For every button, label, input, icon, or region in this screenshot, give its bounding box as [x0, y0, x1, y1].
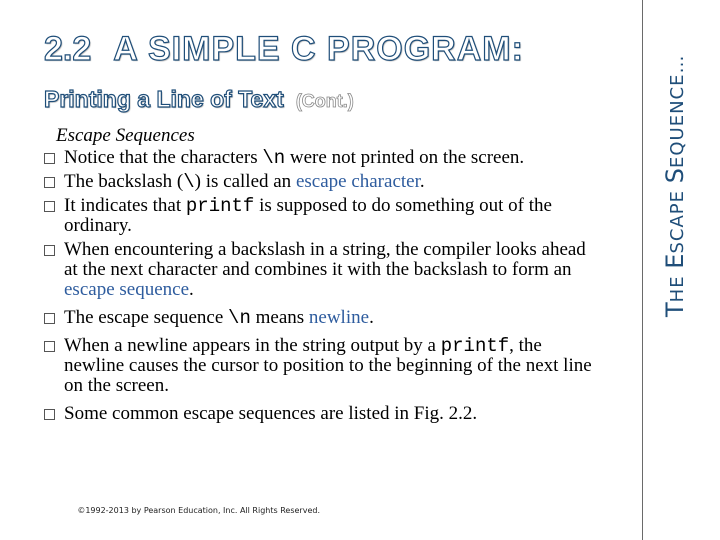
bullet-text: The backslash ( — [64, 171, 184, 192]
bullet-item — [44, 308, 604, 328]
square-bullet-icon — [44, 201, 55, 212]
subtitle-cont: (Cont.) — [295, 91, 354, 111]
highlight-term: escape sequence — [64, 279, 190, 300]
slide-title — [44, 30, 524, 69]
bullet-item — [44, 172, 604, 192]
copyright-footer: ©1992-2013 by Pearson Education, Inc. All Rights Reserved. — [77, 506, 320, 515]
square-bullet-icon — [44, 153, 55, 164]
code-text: \n — [228, 307, 251, 329]
bullet-text: Some common escape sequences are listed in Fig. 2.2. — [64, 403, 478, 424]
square-bullet-icon — [44, 409, 55, 420]
bullet-text: . — [369, 307, 374, 328]
title-number: 2.2 — [44, 30, 92, 68]
square-bullet-icon — [44, 341, 55, 352]
section-heading: Escape Sequences — [56, 125, 195, 146]
bullet-text: . — [189, 279, 194, 300]
bullet-text: ) is called an — [194, 171, 296, 192]
bullet-text: The escape sequence — [64, 307, 229, 328]
bullet-item — [44, 148, 604, 168]
bullet-text: When encountering a backslash in a string, the compiler looks ahead at the next character and combines it with the backslash to form an — [64, 239, 586, 280]
bullet-text: Notice that the characters — [64, 147, 263, 168]
bullet-text: were not printed on the screen. — [285, 147, 525, 168]
square-bullet-icon — [44, 177, 55, 188]
slide-content — [44, 126, 604, 424]
bullet-item — [44, 404, 604, 424]
highlight-term: escape character — [295, 171, 420, 192]
bullet-item — [44, 196, 604, 236]
slide-subtitle — [44, 86, 354, 113]
square-bullet-icon — [44, 313, 55, 324]
code-text: printf — [185, 195, 255, 217]
code-text: printf — [440, 335, 510, 357]
subtitle-text: Printing a Line of Text — [44, 86, 284, 112]
bullet-item — [44, 336, 604, 396]
bullet-text: It indicates that — [64, 195, 186, 216]
bullet-text: is supposed to do something out of the ordinary. — [64, 195, 552, 236]
bullet-text: means — [250, 307, 309, 328]
highlight-term: newline — [308, 307, 370, 328]
title-text: A SIMPLE C PROGRAM: — [113, 30, 524, 68]
bullet-item — [44, 240, 604, 300]
square-bullet-icon — [44, 245, 55, 256]
bullet-text: . — [419, 171, 425, 192]
side-panel — [642, 0, 720, 540]
code-text: \ — [183, 171, 195, 193]
bullet-text: , the newline causes the cursor to position to the beginning of the next line on the screen. — [64, 335, 592, 396]
code-text: \n — [262, 147, 286, 169]
bullet-text: When a newline appears in the string output by a — [64, 335, 441, 356]
side-title: THE ESCAPE SEQUENCE… — [661, 54, 689, 317]
